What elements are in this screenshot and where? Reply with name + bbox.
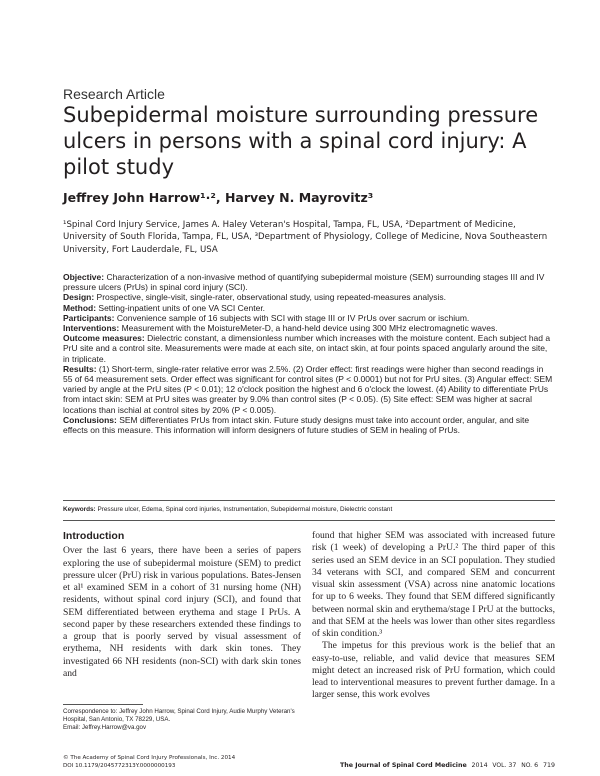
results-label: Results: bbox=[63, 363, 97, 374]
doi[interactable]: DOI 10.1179/2045772313Y.0000000193 bbox=[63, 762, 176, 769]
copyright: © The Academy of Spinal Cord Injury Professionals, Inc. 2014 bbox=[63, 755, 236, 761]
abstract-method bbox=[63, 303, 555, 313]
issue-number: 6 bbox=[534, 762, 539, 769]
design-label: Design: bbox=[63, 292, 95, 303]
divider bbox=[63, 500, 555, 501]
affiliations: ¹Spinal Cord Injury Service, James A. Haley Veteran's Hospital, Tampa, FL, USA, ²Department of Medicine, University of South Florida, Tampa, FL, USA, ³Department of Physiology, College of Medicine, Nova Southeastern University, Fort Lauderdale, FL, USA bbox=[63, 220, 548, 255]
results-text: (1) Short-term, single-rater relative error was 2.5%. (2) Order effect: first readings were higher than second readings in 55 of 64 measurement sets. Order effect was significant for control sites (P < 0.0001) but not for PrU sites. (3) Angular effect: SEM varied by angle at the PrU sites (P < 0.01); 12 o'clock position the highest and 6 o'clock the lowest. (4) Ability to differentiate PrUs from intact skin: SEM at PrU sites was greater by 9.0% than control sites (P < 0.05). (5) Site effect: SEM was higher at sacral locations than ischial at control sites by 20% (P < 0.005). bbox=[63, 363, 553, 415]
body-paragraph: found that higher SEM was associated with increased future risk (1 week) of developing a PrU.² The third paper of this series used an SEM device in an SCI population. They studied 34 veterans with SCI, and compared SEM and concurrent visual skin assessment (VSA) across nine anatomic locations for up to 6 weeks. They found that SEM differed significantly between normal skin and erythema/stage I PrU at the buttocks, and that SEM at the heels was lower than other sites regardless of skin condition.³ bbox=[312, 530, 555, 639]
footer-left bbox=[63, 755, 235, 770]
journal-volume bbox=[492, 762, 516, 769]
method-text: Setting-inpatient units of one VA SCI Center. bbox=[96, 302, 266, 313]
abstract-conclusions bbox=[63, 415, 555, 435]
abstract-outcome bbox=[63, 333, 555, 364]
journal-year: 2014 bbox=[471, 762, 488, 769]
abstract-design bbox=[63, 292, 555, 302]
issue-label: NO. bbox=[521, 762, 533, 769]
correspondence-address: Correspondence to: Jeffrey John Harrow, Spinal Cord Injury, Audie Murphy Veteran's Hospital, San Antonio, TX 78229, USA. bbox=[63, 708, 295, 724]
abstract-results bbox=[63, 364, 555, 415]
abstract-participants bbox=[63, 313, 555, 323]
keywords-label: Keywords: bbox=[63, 506, 96, 513]
outcome-label: Outcome measures: bbox=[63, 333, 145, 344]
footer-right bbox=[340, 762, 555, 769]
correspondence-email[interactable]: Email: Jeffrey.Harrow@va.gov bbox=[63, 724, 147, 732]
abstract bbox=[63, 272, 555, 435]
divider bbox=[63, 520, 555, 521]
body-left-column bbox=[63, 530, 301, 680]
objective-label: Objective: bbox=[63, 272, 105, 282]
author-list: Jeffrey John Harrow¹·², Harvey N. Mayrovitz³ bbox=[63, 190, 374, 205]
correspondence bbox=[63, 708, 303, 733]
interventions-text: Measurement with the MoistureMeter-D, a hand-held device using 300 MHz electromagnetic waves. bbox=[119, 323, 498, 334]
conclusions-label: Conclusions: bbox=[63, 414, 117, 425]
keywords bbox=[63, 505, 555, 514]
body-paragraph: Over the last 6 years, there have been a series of papers exploring the use of subepidermal moisture (SEM) to predict pressure ulcer (PrU) risk in various populations. Bates-Jensen et al¹ examined SEM in a cohort of 31 nursing home (NH) residents, without spinal cord injury (SCI), and found that SEM differentiated between erythema and stage I PrUs. A second paper by these researchers extended these findings to a group that is poorly served by visual assessment of erythema, NH residents with dark skin tones. They investigated 66 NH residents (non-SCI) with dark skin tones and bbox=[63, 545, 301, 679]
participants-label: Participants: bbox=[63, 312, 115, 323]
abstract-interventions bbox=[63, 323, 555, 333]
body-paragraph: The impetus for this previous work is the belief that an easy-to-use, reliable, and valid device that measures SEM might detect an increased risk of PrU formation, which could lead to interventional measures to prevent further damage. In a larger sense, this work evolves bbox=[312, 640, 555, 701]
body-right-column bbox=[312, 530, 555, 702]
article-type: Research Article bbox=[63, 86, 165, 102]
divider bbox=[63, 704, 143, 705]
objective-text: Characterization of a non-invasive method of quantifying subepidermal moisture (SEM) surrounding stages III and IV pressure ulcers (PrUs) in spinal cord injury (SCI). bbox=[63, 272, 545, 293]
conclusions-text: SEM differentiates PrUs from intact skin. Future study designs must take into account order, angular, and site effects on this measure. This information will inform designers of future studies of SEM in healing of PrUs. bbox=[63, 414, 530, 436]
method-label: Method: bbox=[63, 302, 97, 313]
participants-text: Convenience sample of 16 subjects with SCI with stage III or IV PrUs over sacrum or ischium. bbox=[114, 312, 470, 323]
volume-label: VOL. bbox=[492, 762, 507, 769]
article-title: Subepidermal moisture surrounding pressure ulcers in persons with a spinal cord injury: A pilot study bbox=[63, 103, 539, 179]
abstract-objective bbox=[63, 272, 555, 292]
section-heading-introduction: Introduction bbox=[63, 530, 125, 542]
page-number: 719 bbox=[542, 762, 555, 769]
keywords-text: Pressure ulcer, Edema, Spinal cord injuries, Instrumentation, Subepidermal moisture, Dielectric constant bbox=[95, 506, 393, 513]
volume-number: 37 bbox=[508, 762, 517, 769]
design-text: Prospective, single-visit, single-rater, observational study, using repeated-measures analysis. bbox=[94, 292, 446, 303]
interventions-label: Interventions: bbox=[63, 323, 120, 334]
outcome-text: Dielectric constant, a dimensionless number which increases with the moisture content. Each subject had a PrU site and a control site. Measurements were made at each site, on intact skin, at four points spaced angularly around the site, in triplicate. bbox=[63, 333, 551, 364]
journal-name: The Journal of Spinal Cord Medicine bbox=[340, 762, 467, 769]
journal-issue bbox=[521, 762, 538, 769]
